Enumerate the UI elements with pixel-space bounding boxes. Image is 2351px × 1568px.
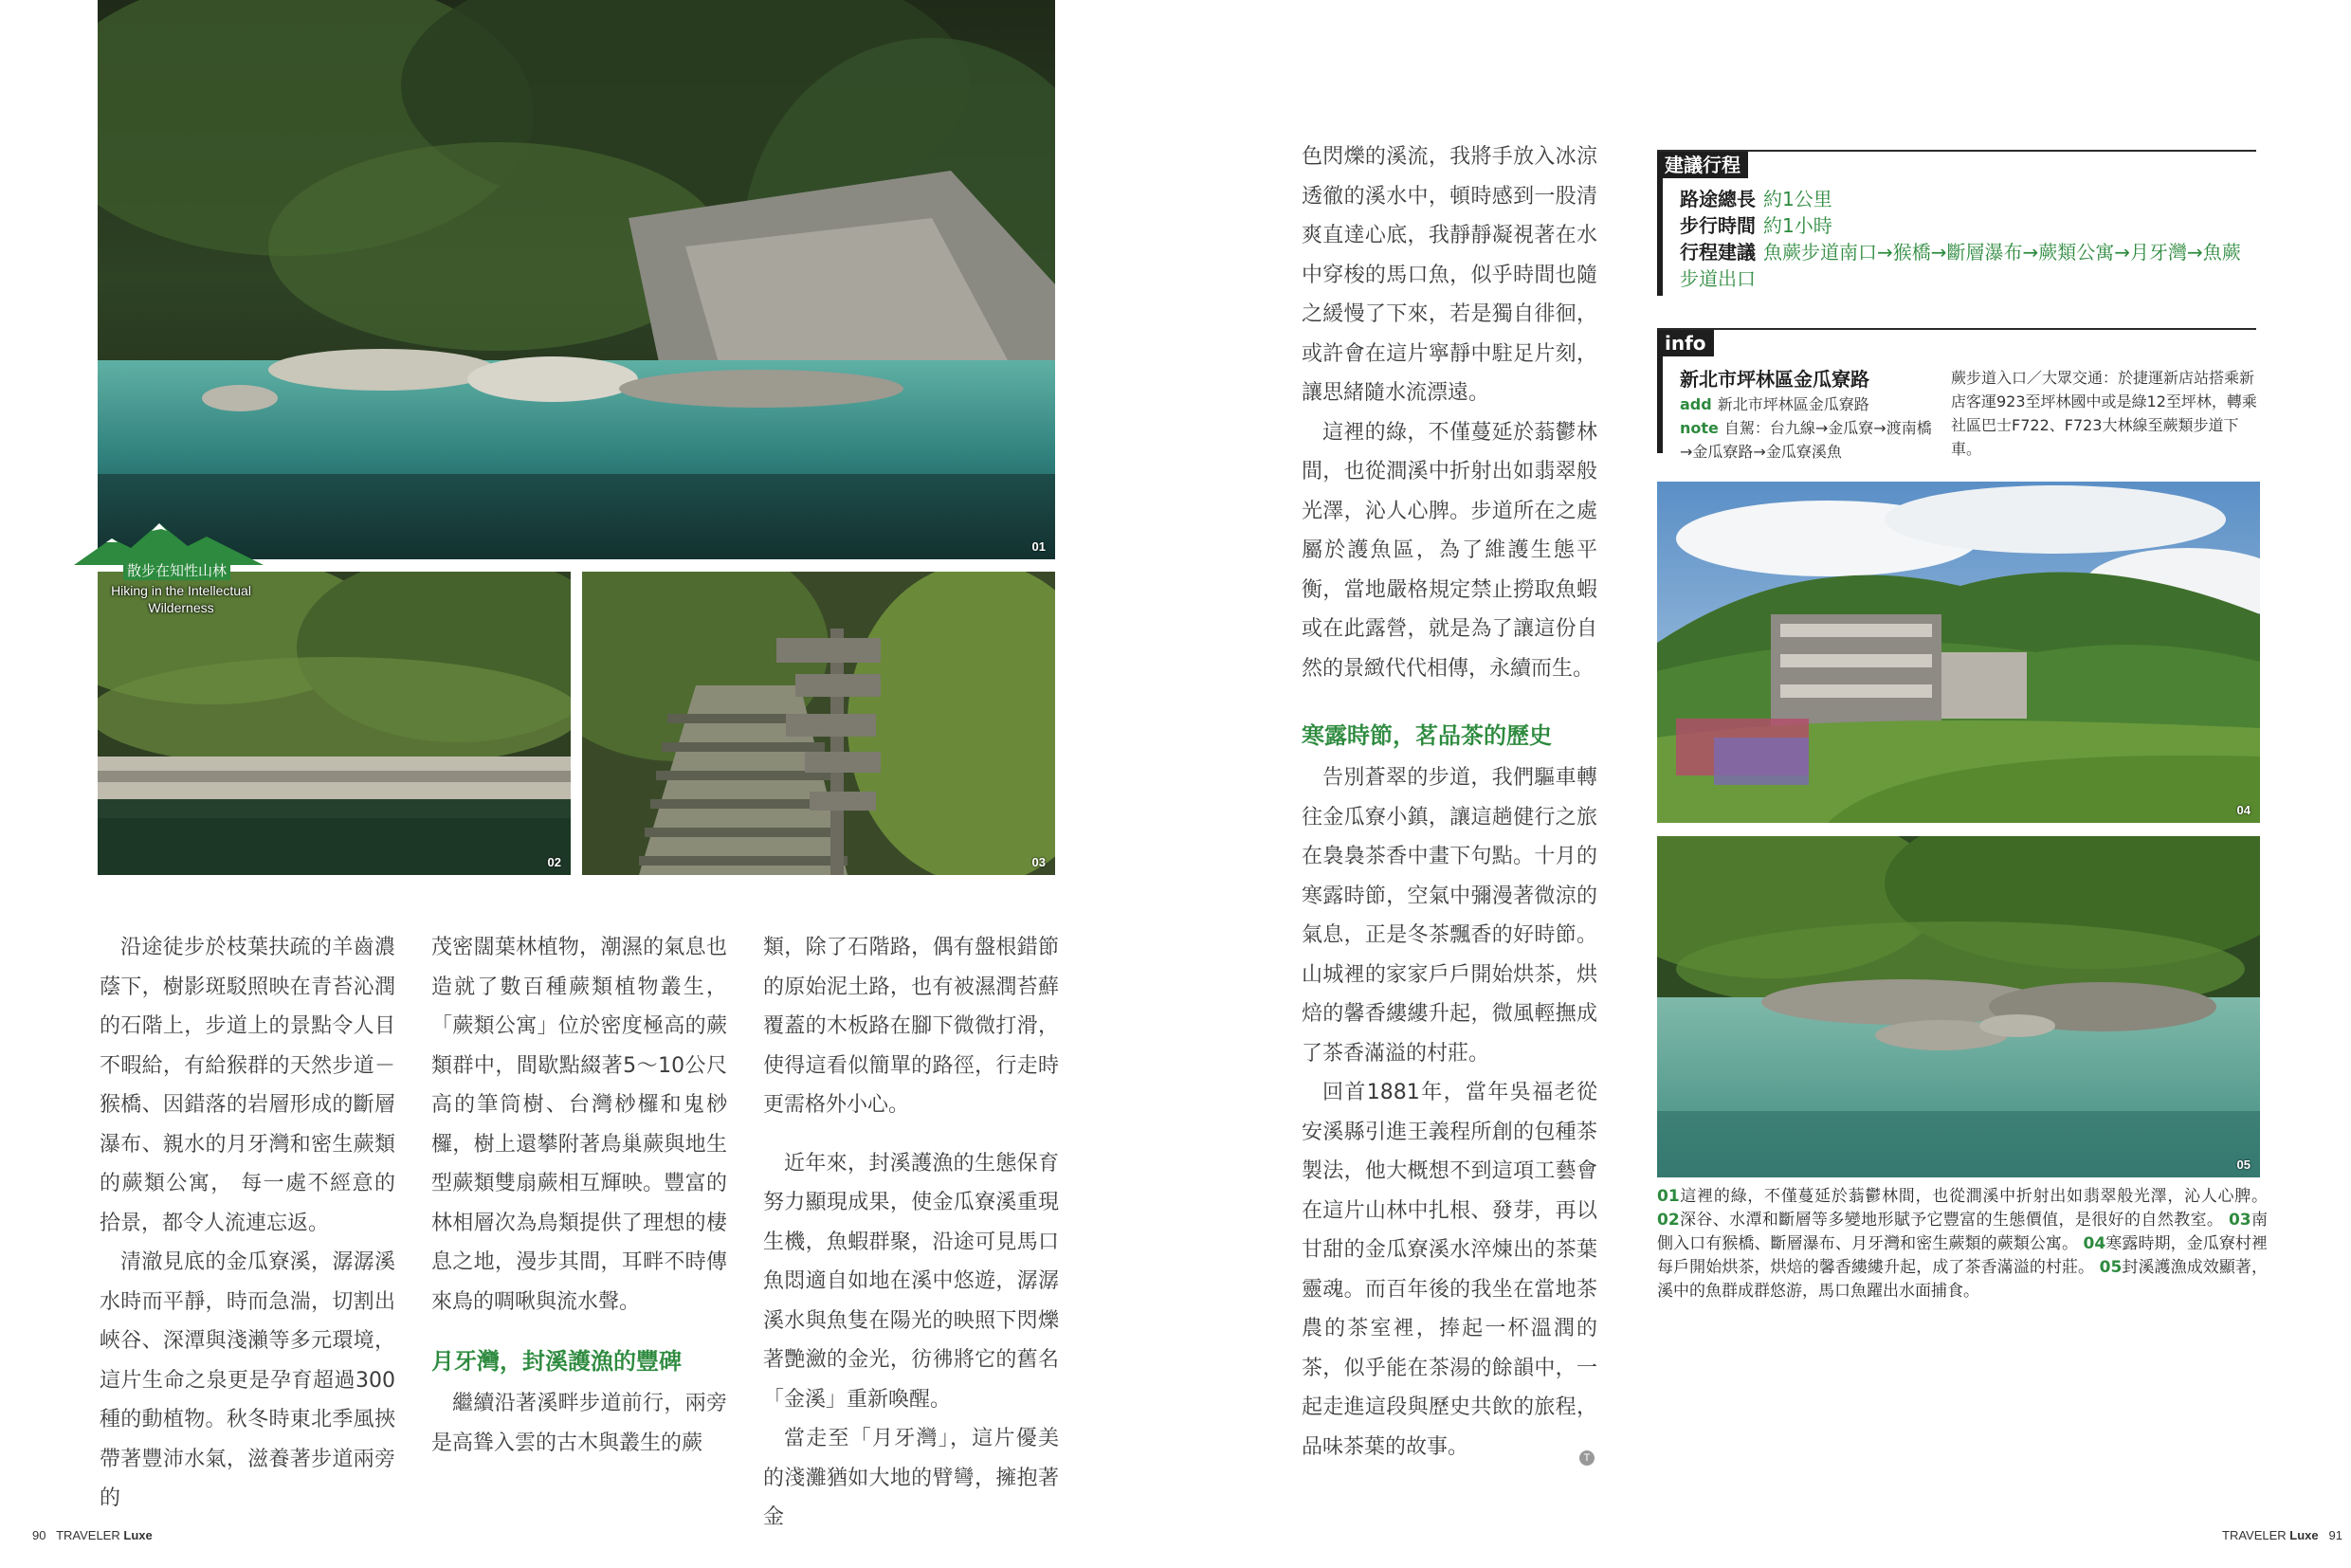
itinerary-body bbox=[1680, 186, 2258, 292]
paragraph: 茂密闊葉林植物，潮濕的氣息也造就了數百種蕨類植物叢生，「蕨類公寓」位於密度極高的蕨類群中，間歇點綴著5～10公尺高的筆筒樹、台灣桫欏和鬼桫欏，樹上還攀附著鳥巢蕨與地生型蕨類雙扇蕨相互輝映。豐富的林相層次為鳥類提供了理想的棲息之地，漫步其間，耳畔不時傳來鳥的啁啾與流水聲。 bbox=[431, 936, 727, 1314]
photo-02-rock-ledges bbox=[98, 572, 571, 875]
itinerary-time-label: 步行時間 bbox=[1680, 214, 1756, 237]
badge-title: 散步在知性山林 bbox=[123, 561, 230, 580]
itinerary-time-value: 約1小時 bbox=[1763, 214, 1832, 237]
mountain-icon bbox=[74, 520, 282, 567]
itinerary-length-label: 路途總長 bbox=[1680, 188, 1756, 210]
caption-number: 03 bbox=[2228, 1211, 2251, 1230]
section-heading: 寒露時節，茗品茶的歷史 bbox=[1302, 722, 1552, 749]
photo-number: 01 bbox=[1031, 539, 1046, 554]
itinerary-route-value: 魚蕨步道南口→猴橋→斷層瀑布→蕨類公寓→月牙灣→魚蕨步道出口 bbox=[1680, 241, 2241, 290]
info-top-rule bbox=[1657, 328, 2256, 330]
info-side-bar bbox=[1657, 356, 1663, 453]
right-column-1 bbox=[1302, 137, 1597, 1467]
itinerary-route bbox=[1680, 239, 2258, 292]
info-note-label: note bbox=[1680, 419, 1719, 437]
caption-text: 南側入口有猴橋、斷層瀑布、月牙灣和密生蕨類的蕨類公寓。 bbox=[1657, 1211, 2269, 1253]
itinerary-length bbox=[1680, 186, 2258, 212]
caption-text: 這裡的綠，不僅蔓延於蓊鬱林間，也從澗溪中折射出如翡翠般光澤，沁人心脾。 bbox=[1679, 1187, 2268, 1206]
section-badge bbox=[74, 520, 282, 615]
caption-number: 01 bbox=[1657, 1187, 1680, 1206]
info-title: 新北市坪林區金瓜寮路 bbox=[1680, 368, 1869, 391]
photo-number: 04 bbox=[2236, 803, 2251, 817]
page-number: 90 bbox=[32, 1528, 46, 1542]
info-left-column bbox=[1680, 366, 1936, 464]
itinerary-header: 建議行程 bbox=[1657, 152, 1748, 178]
end-mark-icon: T bbox=[1579, 1450, 1595, 1466]
magazine-name-suffix: Luxe bbox=[2289, 1528, 2319, 1542]
photo-number: 05 bbox=[2236, 1158, 2251, 1172]
magazine-name: TRAVELER bbox=[2222, 1528, 2287, 1542]
info-header: info bbox=[1657, 330, 1714, 356]
photo-number: 03 bbox=[1031, 855, 1046, 869]
info-address bbox=[1680, 392, 1936, 416]
caption-text: 封溪護漁成效顯著，溪中的魚群成群悠游，馬口魚躍出水面捕食。 bbox=[1657, 1258, 2269, 1301]
page-number: 91 bbox=[2328, 1528, 2342, 1542]
folio-right bbox=[2222, 1528, 2342, 1542]
caption-text: 寒露時期，金瓜寮村裡每戶開始烘茶，烘焙的馨香縷縷升起，成了茶香滿溢的村莊。 bbox=[1657, 1234, 2269, 1277]
left-column-2 bbox=[431, 928, 727, 1463]
itinerary-side-bar bbox=[1657, 178, 1663, 296]
paragraph: 類，除了石階路，偶有盤根錯節的原始泥土路，也有被濕潤苔蘚覆蓋的木板路在腳下微微打滑，使得這看似簡單的路徑，行走時更需格外小心。 bbox=[763, 936, 1059, 1117]
itinerary-time bbox=[1680, 212, 2258, 239]
magazine-name-suffix: Luxe bbox=[123, 1528, 153, 1542]
itinerary-route-label: 行程建議 bbox=[1680, 241, 1756, 264]
photo-number: 02 bbox=[547, 855, 561, 869]
paragraph: 這裡的綠，不僅蔓延於蓊鬱林間，也從澗溪中折射出如翡翠般光澤，沁人心脾。步道所在之處屬於護魚區，為了維護生態平衡，當地嚴格規定禁止撈取魚蝦或在此露營，就是為了讓這份自然的景緻代代相傳，永續而生。 bbox=[1302, 420, 1597, 681]
paragraph: 色閃爍的溪流，我將手放入冰涼透徹的溪水中，頓時感到一股清爽直達心底，我靜靜凝視著在水中穿梭的馬口魚，似乎時間也隨之緩慢了下來，若是獨自徘徊，或許會在這片寧靜中駐足片刻，讓思緒隨水流漂遠。 bbox=[1302, 145, 1597, 405]
caption-text: 深谷、水潭和斷層等多變地形賦予它豐富的生態價值，是很好的自然教室。 bbox=[1679, 1211, 2224, 1230]
photo-01-stream-pool bbox=[98, 0, 1055, 559]
info-note bbox=[1680, 416, 1936, 464]
section-heading: 月牙灣，封溪護漁的豐碑 bbox=[431, 1348, 682, 1375]
paragraph: 繼續沿著溪畔步道前行，兩旁是高聳入雲的古木與叢生的蕨 bbox=[431, 1392, 727, 1455]
paragraph: 近年來，封溪護漁的生態保育努力顯現成果，使金瓜寮溪重現生機，魚蝦群聚，沿途可見馬口魚悶適自如地在溪中悠遊，潺潺溪水與魚隻在陽光的映照下閃爍著艷瀲的金光，彷彿將它的舊名「金溪」重新喚醒。 bbox=[763, 1151, 1059, 1412]
caption-number: 04 bbox=[2083, 1234, 2106, 1253]
paragraph: 清澈見底的金瓜寮溪，潺潺溪水時而平靜，時而急湍，切割出峽谷、深潭與淺瀨等多元環境，這片生命之泉更是孕育超過300種的動植物。秋冬時東北季風挾帶著豐沛水氣，滋養著步道兩旁的 bbox=[100, 1250, 395, 1510]
left-column-3 bbox=[763, 928, 1059, 1538]
paragraph: 告別蒼翠的步道，我們驅車轉往金瓜寮小鎮，讓這趟健行之旅在裊裊茶香中畫下句點。十月的寒露時節，空氣中彌漫著微涼的氣息，正是冬茶飄香的好時節。山城裡的家家戶戶開始烘茶，烘焙的馨香縷縷升起，微風輕撫成了茶香滿溢的村莊。 bbox=[1302, 766, 1597, 1066]
paragraph: 回首1881年，當年吳福老從安溪縣引進王義程所創的包種茶製法，他大概想不到這項工藝會在這片山林中扎根、發芽，再以甘甜的金瓜寮溪水淬煉出的茶葉靈魂。而百年後的我坐在當地茶農的茶室裡，捧起一杯溫潤的茶，似乎能在茶湯的餘韻中，一起走進這段與歷史共飲的旅程，品味茶葉的故事。 bbox=[1302, 1081, 1597, 1459]
info-add-value: 新北市坪林區金瓜寮路 bbox=[1717, 395, 1869, 413]
photo-03-stairs-signpost bbox=[582, 572, 1055, 875]
photo-captions bbox=[1657, 1185, 2268, 1304]
caption-number: 02 bbox=[1657, 1211, 1680, 1230]
photo-05-clear-stream bbox=[1657, 836, 2260, 1177]
magazine-name: TRAVELER bbox=[56, 1528, 120, 1542]
left-column-1 bbox=[100, 928, 395, 1519]
info-right-column bbox=[1951, 366, 2262, 461]
paragraph: 當走至「月牙灣」，這片優美的淺灘猶如大地的臂彎，擁抱著金 bbox=[763, 1427, 1059, 1529]
paragraph: 沿途徒步於枝葉扶疏的羊齒濃蔭下，樹影斑駁照映在青苔沁潤的石階上，步道上的景點令人目不暇給，有給猴群的天然步道－猴橋、因錯落的岩層形成的斷層瀑布、親水的月牙灣和密生蕨類的蕨類公寓， 每一處不經意的拾景，都令人流連忘返。 bbox=[100, 936, 395, 1235]
info-add-label: add bbox=[1680, 395, 1712, 413]
info-note-value: 自駕：台九線→金瓜寮→渡南橋→金瓜寮路→金瓜寮溪魚 bbox=[1680, 419, 1932, 461]
info-note-continued: 蕨步道入口／大眾交通：於捷運新店站搭乘新店客運923至坪林國中或是綠12至坪林，轉乘社區巴士F722、F723大林線至蕨類步道下車。 bbox=[1951, 369, 2257, 458]
photo-04-tea-village bbox=[1657, 482, 2260, 823]
itinerary-length-value: 約1公里 bbox=[1763, 188, 1832, 210]
folio-left bbox=[32, 1528, 153, 1542]
badge-subtitle: Hiking in the Intellectual Wilderness bbox=[111, 583, 251, 615]
caption-number: 05 bbox=[2099, 1258, 2123, 1277]
